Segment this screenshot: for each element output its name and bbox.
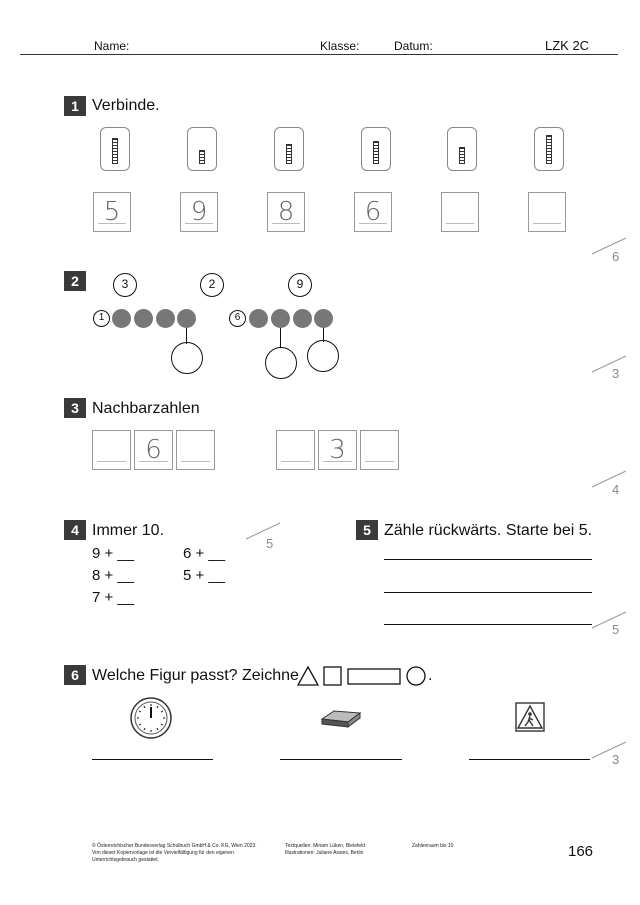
neighbor-box[interactable] [176,430,215,470]
bead [112,309,131,328]
bead-card[interactable] [274,127,304,171]
clock-icon [129,696,173,740]
equation[interactable]: 7 + __ [92,589,135,606]
chain-start-circle: 6 [229,310,246,327]
points-label: 4 [612,482,620,497]
points-label: 5 [612,622,620,637]
warning-sign-icon [510,697,550,737]
score-slash [590,610,630,630]
answer-circle[interactable] [171,342,203,374]
answer-line[interactable] [469,759,590,760]
answer-box[interactable] [93,192,131,232]
answer-box[interactable] [267,192,305,232]
illustration-credit: Illustrationen: Juliane Assies, Berlin [285,850,364,856]
score-slash [590,740,630,760]
equation[interactable]: 9 + __ [92,545,135,562]
neighbor-box[interactable] [134,430,173,470]
circle-icon [407,667,425,685]
bead-stick [112,138,118,164]
task6-trailing-dot: . [428,667,433,684]
equation[interactable]: 6 + __ [183,545,226,562]
answer-line[interactable] [280,759,402,760]
writing-line [281,461,310,462]
bead [249,309,268,328]
bead-card[interactable] [361,127,391,171]
copyright-line: © Österreichischer Bundesverlag Schulbuch GmbH & Co. KG, Wien 2023. [92,843,257,849]
task1-number: 1 [64,96,86,116]
bead [314,309,333,328]
footer-topic: Zahlenraum bis 10 [412,843,454,849]
points-label: 3 [612,366,620,381]
answer-line[interactable] [384,559,592,560]
top-number-circle: 3 [113,273,137,297]
bead [156,309,175,328]
bead [134,309,153,328]
chain-start-circle: 1 [93,310,110,327]
writing-line [365,461,394,462]
connector [280,328,281,348]
bead [177,309,196,328]
bead [271,309,290,328]
answer-digit: 8 [277,197,295,227]
answer-line[interactable] [384,624,592,625]
neighbor-digit: 3 [329,435,346,465]
writing-line [533,223,561,224]
bead-stick [459,147,465,164]
answer-box[interactable] [441,192,479,232]
page-number: 166 [568,843,594,860]
answer-circle[interactable] [265,347,297,379]
neighbor-box[interactable] [92,430,131,470]
answer-box[interactable] [180,192,218,232]
neighbor-box[interactable] [318,430,357,470]
task3-title: Nachbarzahlen [92,400,200,417]
bead-card[interactable] [447,127,477,171]
answer-digit: 6 [364,197,382,227]
answer-line[interactable] [384,592,592,593]
score-slash [244,521,284,541]
top-number-circle: 9 [288,273,312,297]
score-slash [590,354,630,374]
answer-digit: 9 [190,197,208,227]
name-label: Name: [94,39,130,53]
task6-number: 6 [64,665,86,685]
footer-credits [285,843,405,857]
writing-line [446,223,474,224]
triangle-icon [298,667,318,685]
writing-line [97,461,126,462]
task3-number: 3 [64,398,86,418]
answer-box[interactable] [354,192,392,232]
copyright-line: Von dieser Kopiervorlage ist die Vervielfältigung für den eigenen [92,850,234,856]
footer-copyright [92,843,282,864]
date-label: Datum: [394,39,433,53]
bead-stick [546,135,552,164]
task5-title: Zähle rückwärts. Starte bei 5. [384,522,593,539]
answer-line[interactable] [92,759,213,760]
square-icon [324,667,341,685]
answer-digit: 5 [103,197,121,227]
bead-card[interactable] [534,127,564,171]
bead-card[interactable] [187,127,217,171]
neighbor-box[interactable] [276,430,315,470]
score-slash [590,236,630,256]
bead [293,309,312,328]
bead-card[interactable] [100,127,130,171]
answer-box[interactable] [528,192,566,232]
writing-line [181,461,210,462]
points-label: 6 [612,249,620,264]
header-rule [20,54,618,55]
bead-stick [286,144,292,164]
bead-stick [373,141,379,164]
rectangle-icon [348,669,400,684]
neighbor-digit: 6 [145,435,162,465]
equation[interactable]: 5 + __ [183,567,226,584]
task2-number: 2 [64,271,86,291]
task5-number: 5 [356,520,378,540]
task6-title: Welche Figur passt? Zeichne [92,667,299,684]
answer-circle[interactable] [307,340,339,372]
task1-title: Verbinde. [92,97,160,114]
box-object-icon [320,707,362,729]
task4-number: 4 [64,520,86,540]
neighbor-box[interactable] [360,430,399,470]
points-label: 3 [612,752,620,767]
class-label: Klasse: [320,39,360,53]
top-number-circle: 2 [200,273,224,297]
bead-stick [199,150,205,164]
score-slash [590,469,630,489]
points-label: 5 [266,536,274,551]
worksheet-code: LZK 2C [545,38,590,53]
shape-options [296,664,431,688]
copyright-line: Unterrichtsgebrauch gestattet. [92,857,159,863]
text-credit: Textquellen: Miriam Lüken, Bielefeld [285,843,366,849]
equation[interactable]: 8 + __ [92,567,135,584]
task4-title: Immer 10. [92,522,165,539]
